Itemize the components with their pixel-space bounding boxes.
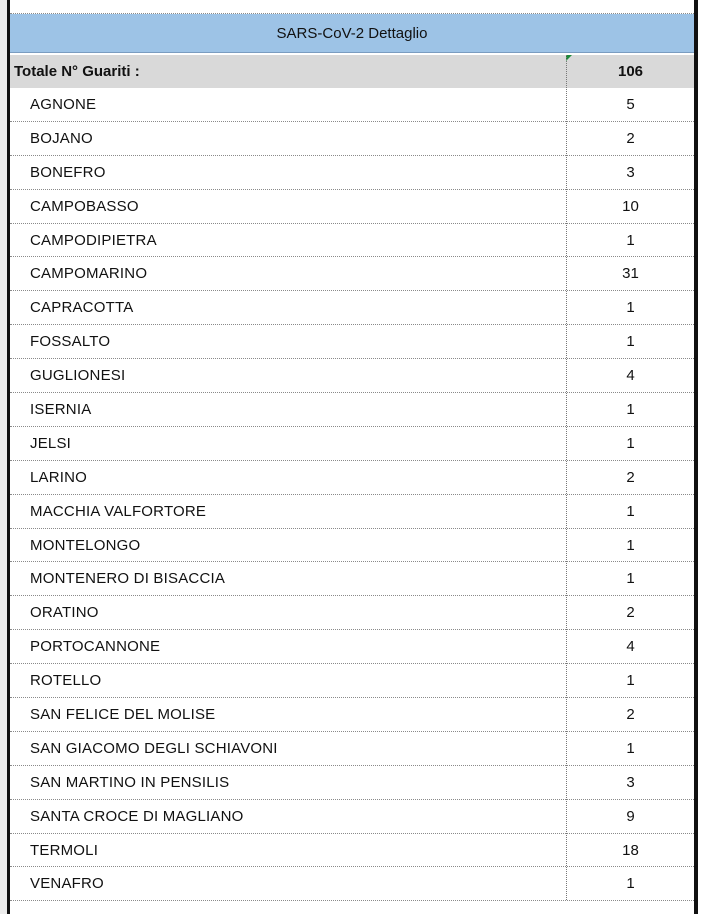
table-right-border [694, 0, 698, 914]
table-row[interactable] [10, 766, 694, 800]
data-rows [10, 88, 694, 901]
recovered-count: 4 [626, 367, 635, 385]
recovered-count: 5 [626, 96, 635, 113]
table-row[interactable] [10, 732, 694, 766]
recovered-count: 10 [622, 197, 639, 215]
table-row[interactable] [10, 800, 694, 834]
table-row[interactable] [10, 495, 694, 529]
municipality-name: MONTENERO DI BISACCIA [30, 570, 226, 588]
recovered-count: 2 [626, 129, 635, 147]
recovered-count: 1 [626, 875, 635, 893]
municipality-name: ORATINO [30, 604, 99, 622]
recovered-count: 3 [626, 163, 635, 181]
municipality-name: SANTA CROCE DI MAGLIANO [30, 807, 244, 825]
table-row[interactable] [10, 88, 694, 122]
municipality-name: PORTOCANNONE [30, 638, 161, 656]
municipality-name: CAMPOMARINO [30, 265, 148, 283]
recovered-count: 1 [626, 672, 635, 690]
municipality-name: AGNONE [30, 96, 97, 113]
table-left-border [7, 0, 10, 914]
municipality-name: SAN GIACOMO DEGLI SCHIAVONI [30, 739, 278, 757]
recovered-count: 9 [626, 807, 635, 825]
table-row[interactable] [10, 562, 694, 596]
right-margin [699, 0, 708, 914]
recovered-count: 1 [626, 231, 635, 249]
total-value: 106 [617, 63, 644, 80]
table-row[interactable] [10, 122, 694, 156]
table-title: SARS-CoV-2 Dettaglio [276, 24, 428, 42]
table-row[interactable] [10, 325, 694, 359]
municipality-name: ISERNIA [30, 401, 92, 419]
recovered-count: 1 [626, 434, 635, 452]
recovered-count: 1 [626, 502, 635, 520]
table-row[interactable] [10, 664, 694, 698]
recovered-count: 2 [626, 604, 635, 622]
table-row[interactable] [10, 291, 694, 325]
table-row[interactable] [10, 461, 694, 495]
municipality-name: MONTELONGO [30, 536, 141, 554]
total-row[interactable] [10, 55, 694, 88]
municipality-name: BOJANO [30, 129, 93, 147]
table-row[interactable] [10, 156, 694, 190]
table-row[interactable] [10, 427, 694, 461]
recovered-count: 4 [626, 638, 635, 656]
recovered-count: 2 [626, 468, 635, 486]
municipality-name: FOSSALTO [30, 333, 111, 351]
municipality-name: CAPRACOTTA [30, 299, 134, 317]
recovered-count: 18 [622, 841, 639, 859]
recovered-count: 31 [622, 265, 639, 283]
municipality-name: SAN FELICE DEL MOLISE [30, 706, 216, 724]
table-row[interactable] [10, 190, 694, 224]
municipality-name: VENAFRO [30, 875, 104, 893]
municipality-name: JELSI [30, 434, 72, 452]
recovered-count: 3 [626, 773, 635, 791]
table-row[interactable] [10, 257, 694, 291]
empty-top-row[interactable] [10, 0, 694, 14]
table-row[interactable] [10, 359, 694, 393]
municipality-name: GUGLIONESI [30, 367, 126, 385]
municipality-name: LARINO [30, 468, 88, 486]
recovered-count: 1 [626, 570, 635, 588]
table-row[interactable] [10, 867, 694, 901]
table-row[interactable] [10, 834, 694, 868]
table-row[interactable] [10, 393, 694, 427]
empty-bottom-row[interactable] [10, 901, 694, 914]
table-row[interactable] [10, 698, 694, 732]
municipality-name: ROTELLO [30, 672, 102, 690]
municipality-name: CAMPOBASSO [30, 197, 139, 215]
table-row[interactable] [10, 630, 694, 664]
municipality-name: SAN MARTINO IN PENSILIS [30, 773, 230, 791]
recovered-count: 1 [626, 333, 635, 351]
table-row[interactable] [10, 529, 694, 563]
municipality-name: MACCHIA VALFORTORE [30, 502, 207, 520]
total-label: Totale N° Guariti : [14, 63, 140, 80]
recovered-count: 1 [626, 401, 635, 419]
recovered-count: 1 [626, 536, 635, 554]
municipality-name: TERMOLI [30, 841, 99, 859]
recovered-count: 1 [626, 299, 635, 317]
table-header[interactable] [10, 14, 694, 53]
municipality-name: BONEFRO [30, 163, 106, 181]
recovered-count: 1 [626, 739, 635, 757]
column-divider [566, 55, 567, 914]
table-row[interactable] [10, 224, 694, 258]
recovered-count: 2 [626, 706, 635, 724]
table-row[interactable] [10, 596, 694, 630]
municipality-name: CAMPODIPIETRA [30, 231, 157, 249]
